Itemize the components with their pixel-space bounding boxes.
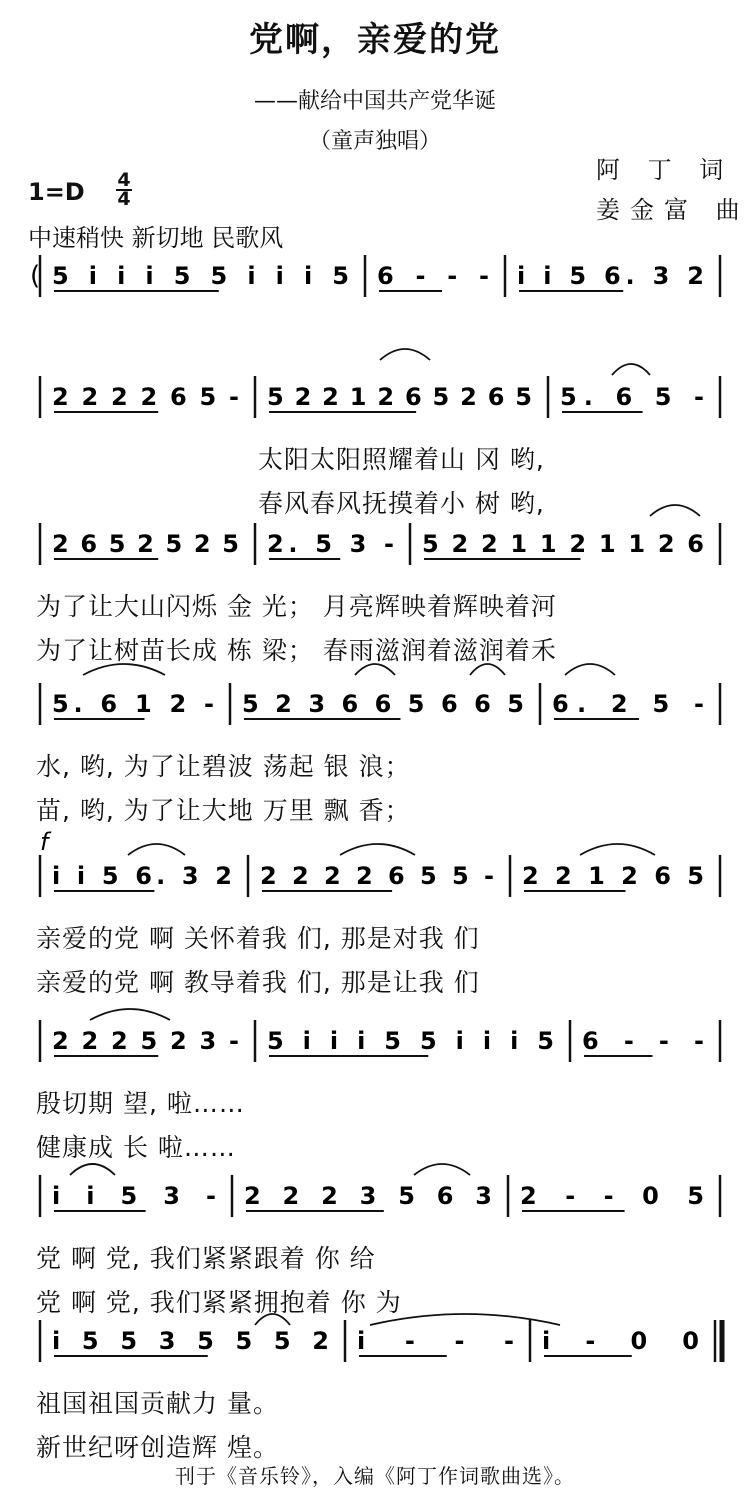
slur-mark (612, 364, 650, 375)
slur-mark (380, 349, 430, 360)
measure-group: 5 2 2 1 1 2 1 1 2 6 (422, 530, 704, 558)
measure-group: 6 - - - (377, 262, 489, 290)
lyric-line-verse1: 殷切期 望, 啦…… (36, 1089, 245, 1118)
lyric-line-verse1: 为了让大山闪烁 金 光； 月亮辉映着辉映着河 (36, 592, 557, 621)
measure-group: 5 2 2 1 2 6 5 2 6 5 (267, 383, 532, 411)
measure-group: 2 6 5 2 5 2 5 (52, 530, 239, 558)
lyric-line-verse2: 健康成 长 啦…… (36, 1133, 236, 1162)
lyric-line-verse2: 为了让树苗长成 栋 梁； 春雨滋润着滋润着禾 (36, 636, 557, 665)
measure-group: 5 2 3 6 6 5 6 6 5 (242, 690, 524, 718)
measure-group: i i 5 6. 3 2 (52, 862, 232, 890)
measure-group: 5. 6 5 - (560, 383, 704, 411)
song-title: 党啊，亲爱的党 (249, 20, 501, 60)
measure-group: 6. 2 5 - (552, 690, 704, 718)
measure-group: 6 - - - (582, 1027, 704, 1055)
measure-group: i i 5 6. 3 2 (517, 262, 704, 290)
measure-group: 2 2 1 2 6 5 (522, 862, 704, 890)
composer-credit: 姜金富 曲 (596, 196, 750, 224)
measure-group: 2 - - 0 5 (520, 1182, 704, 1210)
measure-group: i i 5 3 - (52, 1182, 216, 1210)
measure-group: i - 0 0 (542, 1327, 699, 1355)
measure-group: 2 2 2 3 5 6 3 (244, 1182, 492, 1210)
lyricist-credit: 阿 丁 词 (596, 156, 734, 184)
lyric-line-verse1: 亲爱的党 啊 关怀着我 们, 那是对我 们 (36, 924, 480, 953)
measure-group: i 5 5 3 5 5 5 2 (52, 1327, 329, 1355)
slur-mark (128, 844, 185, 855)
lyric-line-verse2: 苗, 哟, 为了让大地 万里 飘 香； (36, 796, 411, 825)
measure-group: 2 2 2 2 6 5 5 - (260, 862, 494, 890)
measure-group: 5 i i i 5 5 i i i 5 (52, 262, 349, 290)
measure-group: 2. 5 3 - (267, 530, 394, 558)
dynamic-forte: f (40, 828, 49, 856)
slur-mark (580, 844, 655, 855)
slur-mark (70, 1164, 115, 1175)
measure-group: i - - - (357, 1327, 514, 1355)
lyric-line-verse2: 春风春风抚摸着小 树 哟, (258, 489, 545, 518)
lyric-line-verse2: 新世纪呀创造辉 煌。 (36, 1433, 279, 1462)
lyric-line-verse1: 党 啊 党, 我们紧紧跟着 你 给 (36, 1244, 376, 1273)
lyric-line-verse1: 祖国祖国贡献力 量。 (36, 1389, 279, 1418)
tempo-marking: 中速稍快 新切地 民歌风 (28, 224, 284, 252)
song-subtitle: ——献给中国共产党华诞 (253, 89, 496, 114)
slur-mark (414, 1164, 470, 1175)
lyric-line-verse1: 水, 哟, 为了让碧波 荡起 银 浪； (36, 752, 411, 781)
measure-group: 5. 6 1 2 - (52, 690, 214, 718)
slur-mark (650, 505, 700, 516)
slur-mark (340, 844, 415, 855)
slur-mark (90, 1009, 170, 1020)
publication-note: 刊于《音乐铃》，入编《阿丁作词歌曲选》。 (175, 1464, 575, 1488)
slur-mark (565, 664, 615, 675)
measure-group: 5 i i i 5 5 i i i 5 (267, 1027, 554, 1055)
performance-note: （童声独唱） (308, 129, 441, 154)
measure-group: 2 2 2 2 6 5 - (52, 383, 239, 411)
time-signature: 4 4 (117, 169, 131, 210)
measure-group: 2 2 2 5 2 3 - (52, 1027, 239, 1055)
open-paren: ( (30, 261, 41, 291)
lyric-line-verse1: 太阳太阳照耀着山 冈 哟, (258, 445, 545, 474)
lyric-line-verse2: 党 啊 党, 我们紧紧拥抱着 你 为 (36, 1288, 402, 1317)
key-signature: 1=D (28, 178, 85, 206)
lyric-line-verse2: 亲爱的党 啊 教导着我 们, 那是让我 们 (36, 968, 480, 997)
